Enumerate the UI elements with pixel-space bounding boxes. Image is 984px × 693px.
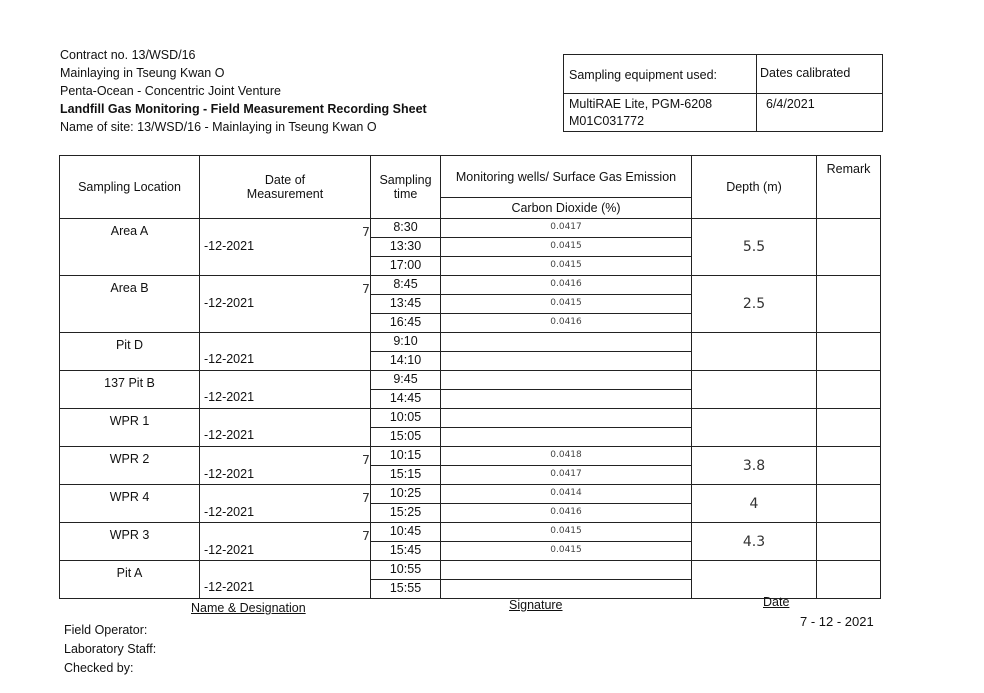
measurement-date-cell: [200, 276, 371, 333]
field-operator-label: Field Operator:: [64, 623, 148, 637]
measurement-table: [59, 155, 881, 599]
co2-reading: 0.0415: [441, 257, 692, 276]
contractor-name: Penta-Ocean - Concentric Joint Venture: [60, 84, 281, 98]
date-suffix: -12-2021: [204, 428, 255, 442]
checked-by-label: Checked by:: [64, 661, 134, 675]
co2-reading: 0.0417: [441, 466, 692, 485]
co2-reading: [441, 561, 692, 580]
co2-reading: 0.0414: [441, 485, 692, 504]
sampling-location: Area B: [60, 276, 200, 333]
date-suffix: -12-2021: [204, 580, 255, 594]
sampling-location: Pit A: [60, 561, 200, 599]
handwritten-day: 7: [362, 490, 370, 505]
depth-value: 2.5: [692, 276, 817, 333]
handwritten-day: 7: [362, 224, 370, 239]
sampling-location: Pit D: [60, 333, 200, 371]
measurement-date-cell: [200, 219, 371, 276]
signature-heading: Signature: [509, 598, 563, 612]
header-location: Sampling Location: [60, 156, 200, 219]
contract-number: Contract no. 13/WSD/16: [60, 48, 196, 62]
sampling-time: 16:45: [371, 314, 441, 333]
sampling-time: 13:45: [371, 295, 441, 314]
remark-cell: [817, 371, 881, 409]
equipment-used-label: Sampling equipment used:: [569, 68, 718, 82]
date-suffix: -12-2021: [204, 352, 255, 366]
depth-value: 4: [692, 485, 817, 523]
measurement-date-cell: [200, 523, 371, 561]
sampling-time: 8:45: [371, 276, 441, 295]
sampling-time: 15:25: [371, 504, 441, 523]
depth-value: 5.5: [692, 219, 817, 276]
co2-reading: 0.0415: [441, 523, 692, 542]
table-row: [60, 276, 881, 295]
calibration-date: 6/4/2021: [766, 97, 815, 111]
co2-reading: 0.0415: [441, 238, 692, 257]
date-suffix: -12-2021: [204, 390, 255, 404]
sampling-time: 10:05: [371, 409, 441, 428]
footer-date-value: 7 - 12 - 2021: [800, 614, 874, 629]
remark-cell: [817, 276, 881, 333]
date-heading: Date: [763, 595, 790, 609]
sheet-title: Landfill Gas Monitoring - Field Measurement Recording Sheet: [60, 102, 427, 116]
sampling-time: 14:10: [371, 352, 441, 371]
measurement-date-cell: [200, 561, 371, 599]
co2-reading: [441, 580, 692, 599]
handwritten-day: 7: [362, 452, 370, 467]
sampling-time: 9:10: [371, 333, 441, 352]
sampling-time: 10:45: [371, 523, 441, 542]
handwritten-day: 7: [362, 281, 370, 296]
depth-value: 4.3: [692, 523, 817, 561]
co2-reading: [441, 352, 692, 371]
date-suffix: -12-2021: [204, 467, 255, 481]
table-row: [60, 561, 881, 580]
remark-cell: [817, 219, 881, 276]
remark-cell: [817, 523, 881, 561]
sampling-time: 10:55: [371, 561, 441, 580]
measurement-date-cell: [200, 485, 371, 523]
co2-reading: [441, 333, 692, 352]
sampling-time: 17:00: [371, 257, 441, 276]
co2-reading: [441, 428, 692, 447]
co2-reading: 0.0415: [441, 542, 692, 561]
co2-reading: 0.0416: [441, 276, 692, 295]
dates-calibrated-label: Dates calibrated: [760, 66, 851, 80]
sampling-time: 8:30: [371, 219, 441, 238]
measurement-date-cell: [200, 333, 371, 371]
table-row: [60, 523, 881, 542]
sampling-time: 15:05: [371, 428, 441, 447]
remark-cell: [817, 333, 881, 371]
header-co2: Carbon Dioxide (%): [441, 198, 692, 219]
table-row: [60, 447, 881, 466]
header-date: Date of Measurement: [200, 156, 371, 219]
table-row: [60, 409, 881, 428]
sampling-location: WPR 1: [60, 409, 200, 447]
equipment-box: [563, 54, 883, 132]
sampling-location: Area A: [60, 219, 200, 276]
lab-staff-label: Laboratory Staff:: [64, 642, 157, 656]
sampling-location: WPR 4: [60, 485, 200, 523]
header-depth: Depth (m): [692, 156, 817, 219]
date-suffix: -12-2021: [204, 296, 255, 310]
sampling-time: 14:45: [371, 390, 441, 409]
sampling-time: 13:30: [371, 238, 441, 257]
sampling-location: WPR 3: [60, 523, 200, 561]
sampling-location: WPR 2: [60, 447, 200, 485]
handwritten-day: 7: [362, 528, 370, 543]
measurement-date-cell: [200, 409, 371, 447]
equipment-model: MultiRAE Lite, PGM-6208: [569, 97, 713, 111]
measurement-date-cell: [200, 447, 371, 485]
co2-reading: 0.0416: [441, 504, 692, 523]
header-wells: Monitoring wells/ Surface Gas Emission: [441, 156, 692, 198]
depth-value: [692, 333, 817, 371]
co2-reading: 0.0417: [441, 219, 692, 238]
sampling-time: 10:15: [371, 447, 441, 466]
table-row: [60, 485, 881, 504]
remark-cell: [817, 447, 881, 485]
depth-value: [692, 409, 817, 447]
sampling-time: 15:55: [371, 580, 441, 599]
depth-value: 3.8: [692, 447, 817, 485]
remark-cell: [817, 485, 881, 523]
table-row: [60, 333, 881, 352]
depth-value: [692, 371, 817, 409]
site-name: Name of site: 13/WSD/16 - Mainlaying in Tseung Kwan O: [60, 120, 377, 134]
co2-reading: [441, 409, 692, 428]
equipment-serial: M01C031772: [569, 114, 645, 128]
header-remark: Remark: [817, 156, 881, 219]
remark-cell: [817, 561, 881, 599]
sampling-time: 10:25: [371, 485, 441, 504]
remark-cell: [817, 409, 881, 447]
date-suffix: -12-2021: [204, 239, 255, 253]
sampling-time: 9:45: [371, 371, 441, 390]
table-row: [60, 219, 881, 238]
sampling-location: 137 Pit B: [60, 371, 200, 409]
co2-reading: 0.0418: [441, 447, 692, 466]
project-name: Mainlaying in Tseung Kwan O: [60, 66, 225, 80]
date-suffix: -12-2021: [204, 543, 255, 557]
measurement-date-cell: [200, 371, 371, 409]
name-designation-heading: Name & Designation: [191, 601, 306, 615]
depth-value: [692, 561, 817, 599]
co2-reading: [441, 390, 692, 409]
date-suffix: -12-2021: [204, 505, 255, 519]
co2-reading: [441, 371, 692, 390]
table-row: [60, 371, 881, 390]
sampling-time: 15:15: [371, 466, 441, 485]
header-time: Sampling time: [371, 156, 441, 219]
co2-reading: 0.0415: [441, 295, 692, 314]
sampling-time: 15:45: [371, 542, 441, 561]
document-header: [60, 46, 427, 136]
co2-reading: 0.0416: [441, 314, 692, 333]
